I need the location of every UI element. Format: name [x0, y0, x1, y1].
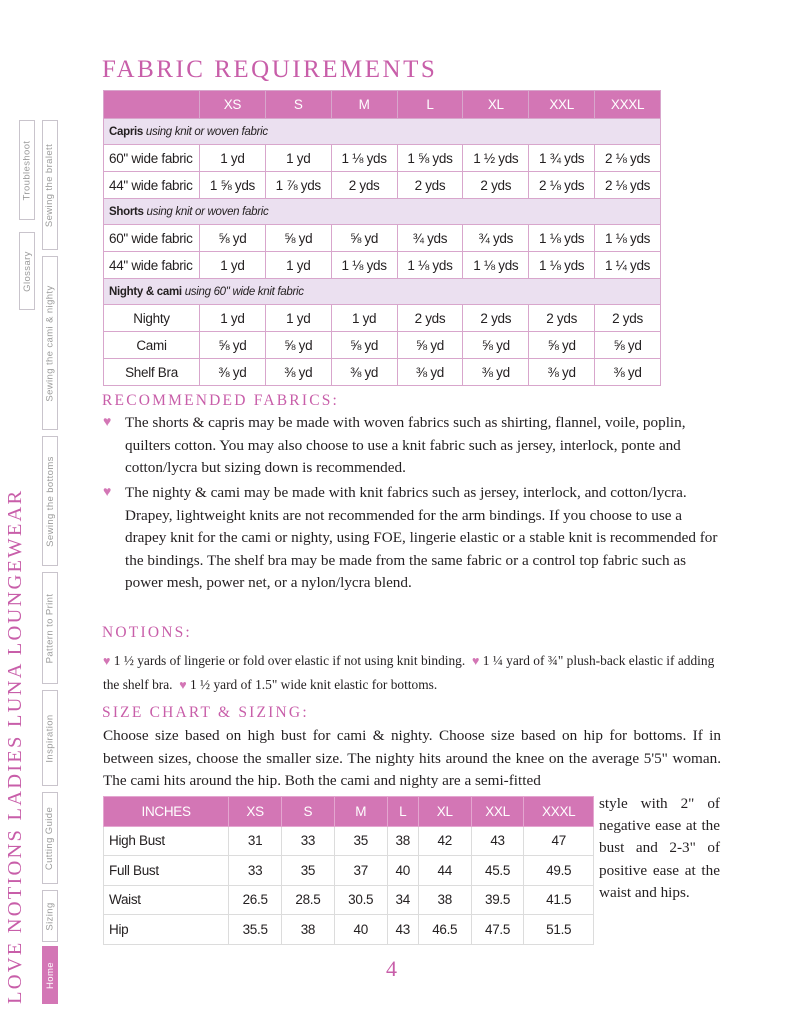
bullet-text: The nighty & cami may be made with knit fabrics such as jersey, interlock, and cotton/lycra. Drapey, lightweight knits are not recommended for the arm bindings. If you choose to use a drapey knit for the cami or nighty, using FOE, lingerie elastic or a stable knit is recommended for the bindings. The shelf bra may be made from the same fabric or a control top fabric such as power mesh, power net, or a nylon/lycra blend. — [125, 484, 718, 591]
table-cell: 1 yd — [200, 305, 266, 332]
table-cell: 45.5 — [471, 856, 524, 886]
table-cell: ⅝ yd — [397, 332, 463, 359]
row-label: 44" wide fabric — [104, 252, 200, 279]
table-cell: 2 yds — [331, 172, 397, 199]
table-cell: ¾ yds — [397, 225, 463, 252]
table-cell: ⅝ yd — [265, 332, 331, 359]
table-row — [104, 305, 661, 332]
table-cell: 1 ⅛ yds — [463, 252, 529, 279]
table-cell: 46.5 — [418, 915, 471, 945]
table-cell: 1 yd — [265, 145, 331, 172]
table-cell: 38 — [282, 915, 335, 945]
heart-icon: ♥ — [471, 654, 480, 668]
table-cell: 1 ⅞ yds — [265, 172, 331, 199]
table-cell: 43 — [387, 915, 418, 945]
table-cell: 1 ¾ yds — [529, 145, 595, 172]
table-cell: ⅜ yd — [397, 359, 463, 386]
nav-tab-cutting-guide[interactable]: Cutting Guide — [42, 792, 58, 884]
section-name: Capris — [109, 125, 143, 138]
table-cell: 42 — [418, 826, 471, 856]
recommended-bullet — [103, 412, 721, 480]
table-cell: 35 — [282, 856, 335, 886]
table-cell: 34 — [387, 885, 418, 915]
row-label: Nighty — [104, 305, 200, 332]
table-cell: 33 — [229, 856, 282, 886]
table-cell: ⅝ yd — [265, 225, 331, 252]
header-cell — [104, 91, 200, 119]
table-cell: 26.5 — [229, 885, 282, 915]
table-cell: 2 yds — [397, 172, 463, 199]
bullet-text: The shorts & capris may be made with woven fabrics such as shirting, flannel, voile, poplin, quilters cotton. You may also choose to use a knit fabric such as jersey, interlock, ponte and cotton/lycra but sizing down is recommended. — [125, 414, 686, 476]
table-row — [104, 826, 594, 856]
row-label: 44" wide fabric — [104, 172, 200, 199]
recommended-bullet — [103, 482, 721, 595]
table-cell: 2 yds — [397, 305, 463, 332]
table-cell: ⅝ yd — [200, 225, 266, 252]
table-row — [104, 885, 594, 915]
table-cell: 40 — [387, 856, 418, 886]
table-cell: 51.5 — [524, 915, 594, 945]
table-row — [104, 172, 661, 199]
heart-icon: ♥ — [103, 654, 111, 668]
table-cell: 1 ⅝ yds — [200, 172, 266, 199]
header-cell: XS — [229, 797, 282, 827]
header-cell: L — [387, 797, 418, 827]
table-cell: 30.5 — [334, 885, 387, 915]
table-row — [104, 915, 594, 945]
table-cell: 1 yd — [200, 145, 266, 172]
table-cell: 44 — [418, 856, 471, 886]
page-title: FABRIC REQUIREMENTS — [102, 56, 438, 83]
row-label: Cami — [104, 332, 200, 359]
table-cell: ⅝ yd — [595, 332, 661, 359]
header-cell: XL — [463, 91, 529, 119]
row-label: Hip — [104, 915, 229, 945]
table-cell: 1 ⅛ yds — [529, 252, 595, 279]
table-cell: 1 ⅛ yds — [397, 252, 463, 279]
section-cell — [104, 199, 661, 225]
table-cell: 35.5 — [229, 915, 282, 945]
row-label: 60" wide fabric — [104, 225, 200, 252]
table-cell: 41.5 — [524, 885, 594, 915]
table-header-row — [104, 797, 594, 827]
table-cell: ⅝ yd — [463, 332, 529, 359]
table-cell: ⅝ yd — [331, 332, 397, 359]
table-cell: 40 — [334, 915, 387, 945]
side-nav — [0, 0, 100, 1024]
header-cell: XL — [418, 797, 471, 827]
notion-item: 1 ½ yards of lingerie or fold over elastic if not using knit binding. — [113, 653, 466, 668]
header-cell: XS — [200, 91, 266, 119]
table-cell: 35 — [334, 826, 387, 856]
row-label: Waist — [104, 885, 229, 915]
sizing-text: Choose size based on high bust for cami & nighty. Choose size based on hip for bottoms. If in between sizes, choose the smaller size. The nighty hits around the knee on the average 5'5" woman. The cami hits around the hip. Both the cami and nighty are a semi-fitted — [103, 727, 721, 789]
notions-list — [103, 649, 721, 697]
table-cell: 1 ⅛ yds — [331, 145, 397, 172]
row-label: Shelf Bra — [104, 359, 200, 386]
section-cell — [104, 119, 661, 145]
recommended-heading: RECOMMENDED FABRICS: — [102, 392, 340, 409]
nav-tab-troubleshoot[interactable]: Troubleshoot — [19, 120, 35, 220]
header-cell: INCHES — [104, 797, 229, 827]
row-label: Full Bust — [104, 856, 229, 886]
table-row — [104, 856, 594, 886]
row-label: High Bust — [104, 826, 229, 856]
nav-tab-pattern-to-print[interactable]: Pattern to Print — [42, 572, 58, 684]
table-cell: 43 — [471, 826, 524, 856]
table-cell: 1 yd — [200, 252, 266, 279]
table-header-row — [104, 91, 661, 119]
section-note: using 60" wide knit fabric — [184, 285, 304, 298]
heart-icon: ♥ — [103, 485, 112, 500]
table-cell: ⅜ yd — [331, 359, 397, 386]
header-cell: XXXL — [595, 91, 661, 119]
fabric-table-body — [104, 119, 661, 386]
table-row — [104, 252, 661, 279]
header-cell: M — [334, 797, 387, 827]
nav-tab-inspiration[interactable]: Inspiration — [42, 690, 58, 786]
nav-tab-sizing[interactable]: Sizing — [42, 890, 58, 942]
table-cell: 1 yd — [265, 305, 331, 332]
table-cell: ⅝ yd — [200, 332, 266, 359]
table-row — [104, 332, 661, 359]
table-cell: ¾ yds — [463, 225, 529, 252]
header-cell: M — [331, 91, 397, 119]
table-cell: 38 — [418, 885, 471, 915]
nav-tab-home[interactable]: Home — [42, 946, 58, 1004]
notion-item: 1 ½ yard of 1.5" wide knit elastic for bottoms. — [190, 677, 438, 692]
table-cell: ⅝ yd — [529, 332, 595, 359]
table-row — [104, 145, 661, 172]
table-cell: 1 yd — [331, 305, 397, 332]
section-name: Nighty & cami — [109, 285, 182, 298]
table-cell: 2 ⅛ yds — [595, 145, 661, 172]
notions-heading: NOTIONS: — [102, 624, 192, 641]
table-cell: ⅜ yd — [595, 359, 661, 386]
nav-tab-glossary[interactable]: Glossary — [19, 232, 35, 310]
nav-tab-sewing-bottoms[interactable]: Sewing the bottoms — [42, 436, 58, 566]
table-cell: 28.5 — [282, 885, 335, 915]
brand-title: LOVE NOTIONS LADIES LUNA LOUNGEWEAR — [4, 488, 26, 1004]
heart-icon: ♥ — [179, 678, 187, 692]
header-cell: S — [265, 91, 331, 119]
section-note: using knit or woven fabric — [146, 205, 269, 218]
header-cell: XXXL — [524, 797, 594, 827]
row-label: 60" wide fabric — [104, 145, 200, 172]
table-cell: ⅜ yd — [529, 359, 595, 386]
table-cell: ⅜ yd — [265, 359, 331, 386]
header-cell: XXL — [529, 91, 595, 119]
table-cell: 49.5 — [524, 856, 594, 886]
table-cell: 47 — [524, 826, 594, 856]
size-table-body — [104, 826, 594, 944]
header-cell: XXL — [471, 797, 524, 827]
nav-tab-sewing-cami-nighty[interactable]: Sewing the cami & nighty — [42, 256, 58, 430]
heart-icon: ♥ — [103, 415, 112, 430]
section-name: Shorts — [109, 205, 144, 218]
section-cell — [104, 279, 661, 305]
table-cell: 1 ⅛ yds — [529, 225, 595, 252]
fabric-requirements-table — [103, 90, 661, 386]
section-row — [104, 119, 661, 145]
table-cell: 2 yds — [529, 305, 595, 332]
table-cell: 2 yds — [463, 172, 529, 199]
notion-item: 1 ¼ yard of ¾" plush-back elastic if adding the shelf bra. — [103, 653, 715, 692]
table-cell: 38 — [387, 826, 418, 856]
table-cell: 2 ⅛ yds — [529, 172, 595, 199]
table-cell: 2 ⅛ yds — [595, 172, 661, 199]
header-cell: S — [282, 797, 335, 827]
table-cell: 33 — [282, 826, 335, 856]
size-chart-table — [103, 796, 594, 945]
table-cell: 2 yds — [463, 305, 529, 332]
table-cell: ⅜ yd — [200, 359, 266, 386]
table-row — [104, 359, 661, 386]
table-cell: 1 ⅛ yds — [331, 252, 397, 279]
table-cell: 2 yds — [595, 305, 661, 332]
section-row — [104, 279, 661, 305]
page-number: 4 — [386, 956, 397, 981]
table-cell: 1 ¼ yds — [595, 252, 661, 279]
sizing-side-text: style with 2" of negative ease at the bust and 2-3" of positive ease at the waist and hips. — [599, 795, 720, 901]
table-cell: 1 ⅛ yds — [595, 225, 661, 252]
nav-tab-sewing-bralett[interactable]: Sewing the bralett — [42, 120, 58, 250]
section-row — [104, 199, 661, 225]
table-cell: ⅜ yd — [463, 359, 529, 386]
section-note: using knit or woven fabric — [145, 125, 268, 138]
table-cell: 37 — [334, 856, 387, 886]
header-cell: L — [397, 91, 463, 119]
table-cell: 1 ½ yds — [463, 145, 529, 172]
table-cell: 1 yd — [265, 252, 331, 279]
table-cell: 47.5 — [471, 915, 524, 945]
table-cell: 39.5 — [471, 885, 524, 915]
sizing-heading: SIZE CHART & SIZING: — [102, 704, 309, 721]
table-cell: ⅝ yd — [331, 225, 397, 252]
table-row — [104, 225, 661, 252]
table-cell: 1 ⅝ yds — [397, 145, 463, 172]
table-cell: 31 — [229, 826, 282, 856]
